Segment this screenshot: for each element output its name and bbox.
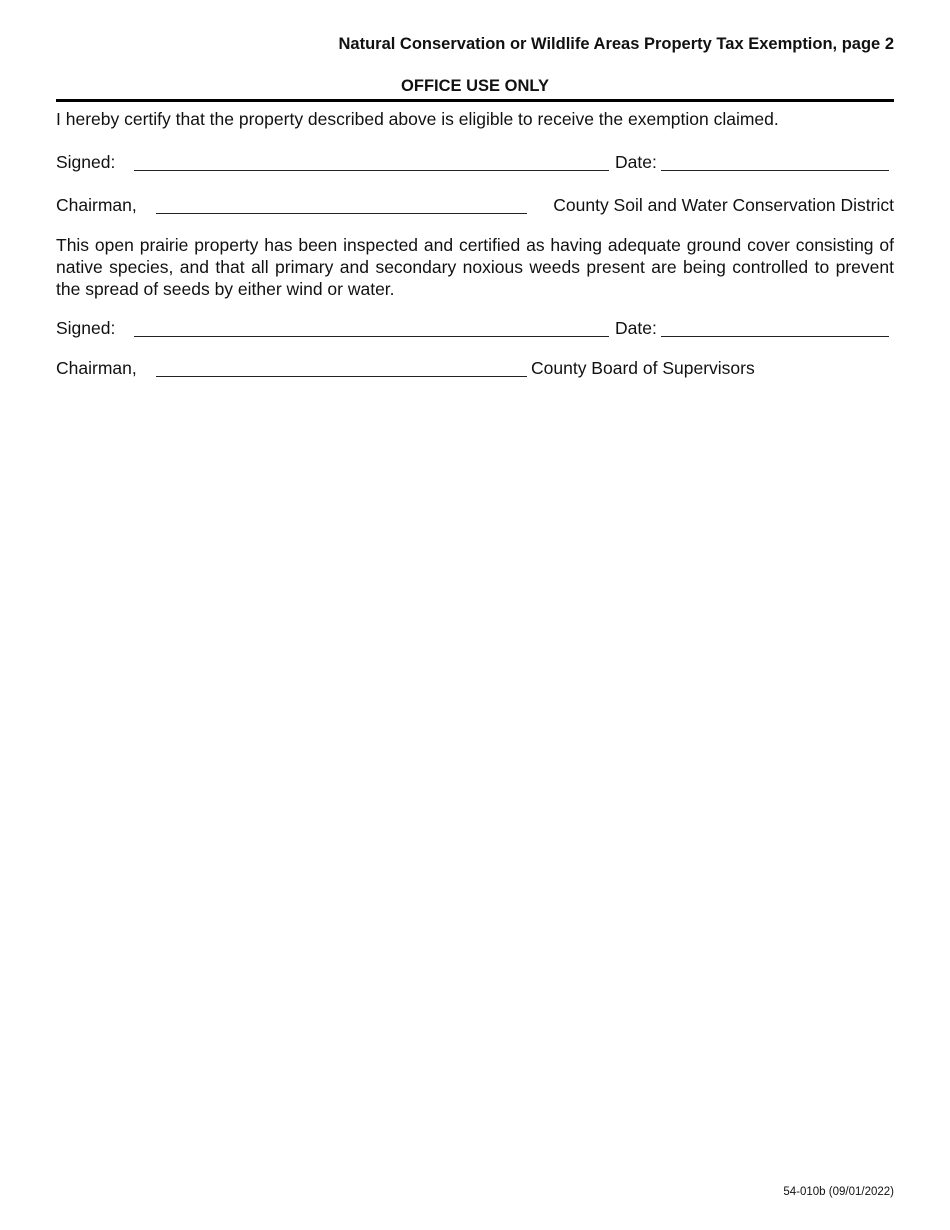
soil-chairman-label: Chairman,: [56, 195, 137, 215]
board-suffix: County Board of Supervisors: [531, 358, 755, 378]
soil-chairman-field[interactable]: [156, 213, 527, 214]
office-use-title: OFFICE USE ONLY: [401, 77, 549, 95]
soil-chairman-row: [56, 194, 894, 218]
board-chairman-field[interactable]: [156, 376, 527, 377]
section-divider: [56, 99, 894, 102]
form-code: 54-010b (09/01/2022): [783, 1186, 894, 1198]
board-signature-field[interactable]: [134, 336, 609, 337]
soil-signature-field[interactable]: [134, 170, 609, 171]
soil-district-suffix: County Soil and Water Conservation District: [553, 195, 894, 215]
prairie-statement: This open prairie property has been inspected and certified as having adequate ground cover consisting of native species, and that all primary and secondary noxious weeds present are being controlled to prevent the spread of seeds by either wind or water.: [56, 235, 894, 299]
soil-signed-label: Signed:: [56, 152, 116, 172]
page-header-title: Natural Conservation or Wildlife Areas Property Tax Exemption, page 2: [338, 35, 894, 53]
soil-date-label: Date:: [615, 152, 657, 172]
board-chairman-label: Chairman,: [56, 358, 137, 378]
board-date-label: Date:: [615, 318, 657, 338]
soil-date-field[interactable]: [661, 170, 889, 171]
certify-statement: I hereby certify that the property described above is eligible to receive the exemption claimed.: [56, 109, 779, 129]
board-date-field[interactable]: [661, 336, 889, 337]
board-signed-row: [56, 317, 894, 341]
soil-signed-row: [56, 151, 894, 175]
board-signed-label: Signed:: [56, 318, 116, 338]
board-chairman-row: [56, 357, 894, 381]
